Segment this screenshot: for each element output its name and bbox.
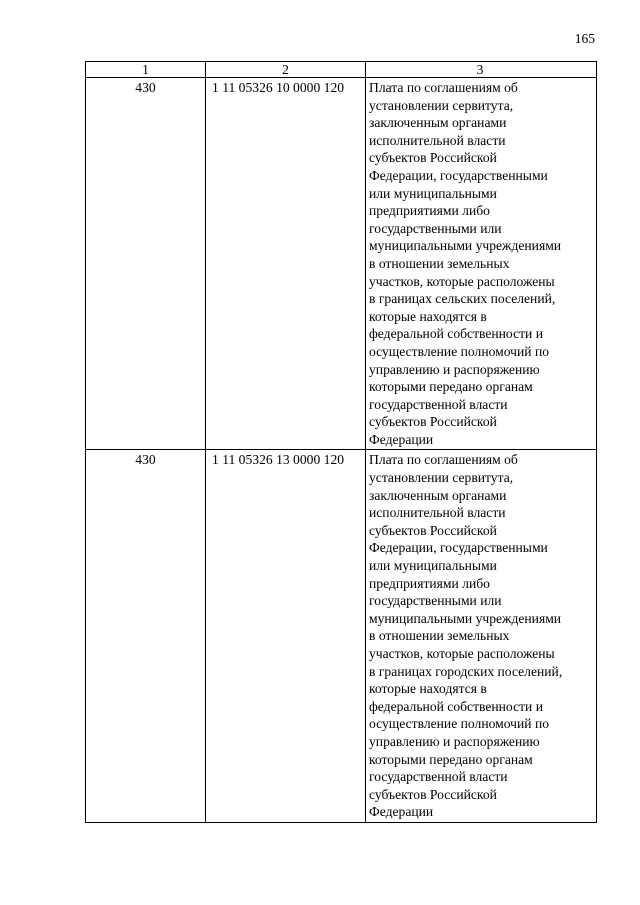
- table-row: [86, 78, 597, 450]
- admin-code-cell: 430: [86, 450, 206, 822]
- revenue-codes-table: [85, 61, 597, 823]
- budget-classification-code-cell: 1 11 05326 13 0000 120: [206, 450, 366, 822]
- admin-code-cell: 430: [86, 78, 206, 450]
- page-number: 165: [574, 31, 595, 46]
- revenue-description-cell: Плата по соглашениям об установлении сервитута, заключенным органами исполнительной власти субъектов Российской Федерации, государственными или муниципальными предприятиями либо государственными или муниципальными учреждениями в отношении земельных участков, которые расположены в границах городских поселений, которые находятся в федеральной собственности и осуществление полномочий по управлению и распоряжению которыми передано органам государственной власти субъектов Российской Федерации: [366, 450, 597, 822]
- column-header-1: 1: [86, 62, 206, 78]
- budget-classification-code-cell: 1 11 05326 10 0000 120: [206, 78, 366, 450]
- table-header-row: [86, 62, 597, 78]
- table-row: [86, 450, 597, 822]
- revenue-description-cell: Плата по соглашениям об установлении сервитута, заключенным органами исполнительной власти субъектов Российской Федерации, государственными или муниципальными предприятиями либо государственными или муниципальными учреждениями в отношении земельных участков, которые расположены в границах сельских поселений, которые находятся в федеральной собственности и осуществление полномочий по управлению и распоряжению которыми передано органам государственной власти субъектов Российской Федерации: [366, 78, 597, 450]
- column-header-2: 2: [206, 62, 366, 78]
- column-header-3: 3: [366, 62, 597, 78]
